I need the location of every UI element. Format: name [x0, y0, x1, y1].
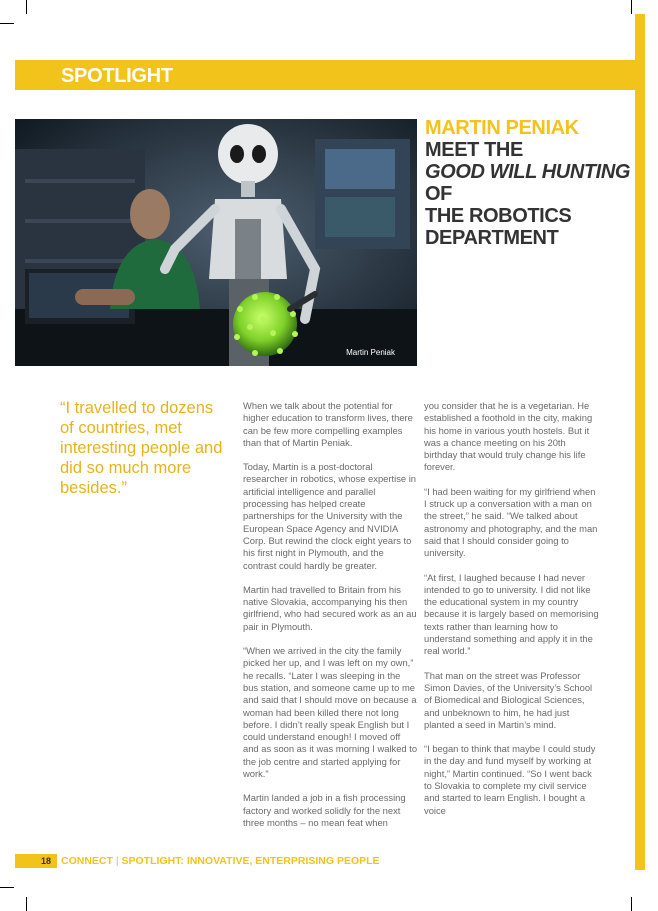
headline-line4: THE ROBOTICS DEPARTMENT — [425, 205, 572, 249]
paragraph: “When we arrived in the city the family picked her up, and I was left on my own,” he recalls. “Later I was sleeping in the bus station, and someone came up to me and said that I should move on because a woman had been killed there not long before. I didn’t really speak English but I could understand enough! I moved off and as soon as it was morning I walked to the job centre and started applying for work.” — [243, 645, 418, 780]
footer-section: SPOTLIGHT: INNOVATIVE, ENTERPRISING PEOPLE — [121, 855, 380, 867]
pull-quote: “I travelled to dozens of countries, met interesting people and did so much more besides.” — [60, 399, 223, 497]
page-number: 18 — [15, 854, 57, 868]
paragraph: Martin landed a job in a fish processing factory and worked solidly for the next three months – no mean feat when — [243, 792, 406, 828]
article-photo — [15, 119, 417, 366]
headline-italic: GOOD WILL HUNTING — [425, 161, 631, 183]
crop-mark — [26, 897, 27, 911]
footer-separator: | — [115, 855, 119, 867]
robot-photo-illustration — [15, 119, 417, 366]
paragraph: Today, Martin is a post-doctoral researcher in robotics, whose expertise in artificial intelligence and parallel processing has helped create partnerships for the University with the European Space Agency and NVIDIA Corp. But rewind the clock eight years to his first night in Plymouth, and the contrast could hardly be greater. — [243, 461, 416, 571]
body-column-2 — [424, 400, 599, 829]
edge-bar — [635, 14, 645, 58]
crop-mark — [0, 23, 14, 24]
article-headline — [425, 117, 640, 249]
footer-text — [61, 855, 380, 867]
magazine-name: CONNECT — [61, 855, 113, 867]
paragraph: “At first, I laughed because I had never intended to go to university. I did not like the educational system in my country because it is largely based on memorising texts rather than learning how to understand something and apply it in the real world.” — [424, 571, 599, 657]
paragraph: you consider that he is a vegetarian. He established a foothold in the city, making his home in various youth hostels. But it was a chance meeting on his 20th birthday that would truly change his life forever. — [424, 400, 593, 473]
paragraph: Martin had travelled to Britain from his native Slovakia, accompanying his then girlfriend, who had secured work as an au pair in Plymouth. — [243, 583, 417, 632]
crop-mark — [631, 0, 632, 14]
paragraph: “I began to think that maybe I could study in the day and fund myself by working at night,” Martin continued. “So I went back to Slovakia to complete my civil service and started to learn English. I bought a voice — [424, 743, 596, 816]
headline-name: MARTIN PENIAK — [425, 117, 579, 139]
section-title: SPOTLIGHT — [61, 65, 173, 87]
paragraph: When we talk about the potential for higher education to transform lives, there can be few more compelling examples than that of Martin Peniak. — [243, 400, 413, 448]
crop-mark — [0, 887, 14, 888]
headline-line1: MEET THE — [425, 139, 523, 161]
body-column-1 — [243, 400, 418, 841]
crop-mark — [26, 0, 27, 14]
paragraph: That man on the street was Professor Simon Davies, of the University’s School of Biomedical and Biological Sciences, and unbeknown to him, he had just planted a seed in Martin’s mind. — [424, 669, 593, 730]
crop-mark — [631, 897, 632, 911]
section-banner — [15, 60, 644, 90]
paragraph: “I had been waiting for my girlfriend when I struck up a conversation with a man on the street,” he said. “We talked about astronomy and photography, and the man said that I should consider going to university. — [424, 485, 598, 559]
headline-line3: OF — [425, 183, 452, 205]
photo-caption: Martin Peniak — [346, 348, 395, 357]
